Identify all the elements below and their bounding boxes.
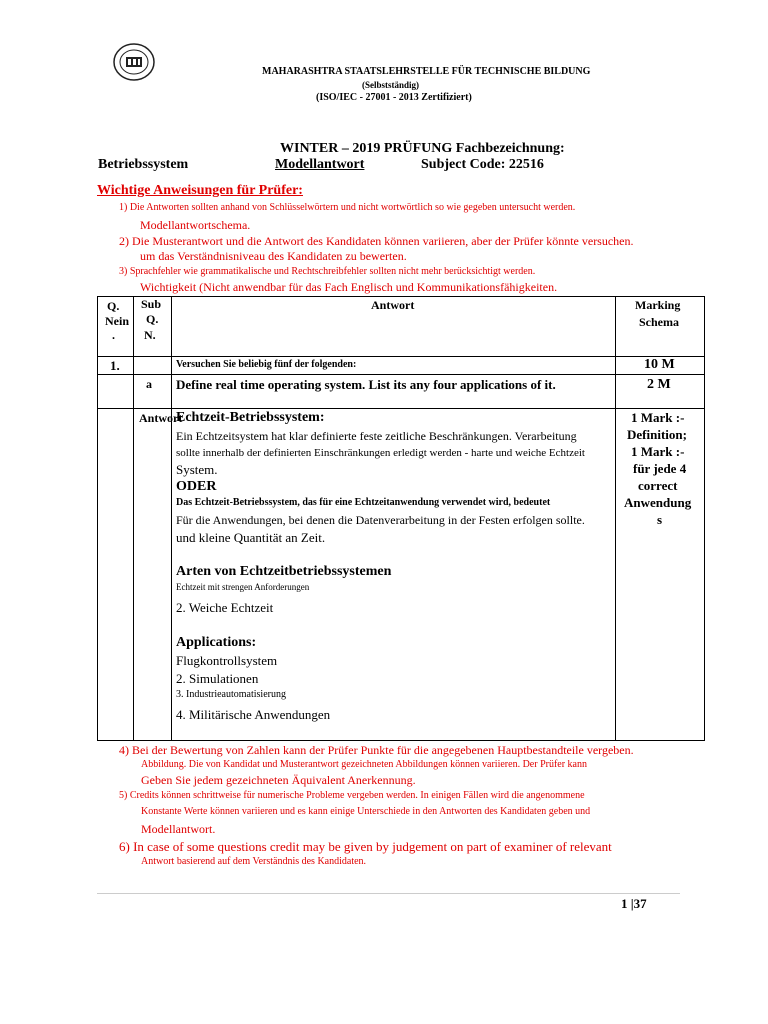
- subject-code: Subject Code: 22516: [421, 157, 544, 172]
- instructions-heading: Wichtige Anweisungen für Prüfer:: [97, 183, 303, 198]
- marking-line-4: für jede 4: [633, 461, 687, 476]
- instruction-2-line1: 2) Die Musterantwort und die Antwort des Kandidaten können variieren, aber der Prüfer könnte versuchen.: [119, 234, 634, 248]
- note-4-line3: Geben Sie jedem gezeichneten Äquivalent Anerkennung.: [141, 773, 416, 787]
- answer-def-line2: sollte innerhalb der definierten Einschränkungen erledigt werden - harte und weiche Echtzeit: [176, 447, 585, 459]
- answer-alt-line2: Für die Anwendungen, bei denen die Datenverarbeitung in der Festen erfolgen sollte.: [176, 513, 585, 527]
- marking-line-1: 1 Mark :-: [631, 410, 685, 425]
- marking-line-6: Anwendung: [624, 495, 692, 510]
- subquestion-label: a: [146, 377, 152, 391]
- col-dot-label: .: [112, 328, 115, 342]
- exam-title: WINTER – 2019 PRÜFUNG Fachbezeichnung:: [280, 141, 565, 156]
- model-answer-label: Modellantwort: [275, 157, 365, 172]
- col-subn-label: N.: [144, 328, 156, 342]
- answer-applications-heading: Applications:: [176, 635, 257, 650]
- col-nein-label: Nein: [105, 314, 129, 328]
- col-answer-label: Antwort: [371, 298, 415, 312]
- answer-alt-line3: und kleine Quantität an Zeit.: [176, 530, 326, 545]
- institution-status: (Selbstständig): [362, 80, 420, 90]
- answer-type-2: 2. Weiche Echtzeit: [176, 600, 274, 615]
- question-number: 1.: [110, 358, 120, 373]
- answer-def-line3: System.: [176, 462, 218, 477]
- answer-application-2: 2. Simulationen: [176, 671, 259, 686]
- marking-line-5: correct: [638, 478, 678, 493]
- col-sub-label: Sub: [141, 297, 162, 311]
- marking-line-2: Definition;: [627, 427, 687, 442]
- institution-logo: [112, 42, 156, 82]
- answer-type-1: Echtzeit mit strengen Anforderungen: [176, 582, 310, 592]
- instruction-1-line2: Modellantwortschema.: [140, 218, 251, 232]
- instruction-1-line1: 1) Die Antworten sollten anhand von Schlüsselwörtern und nicht wortwörtlich so wie gegeben untersucht werden.: [119, 202, 576, 213]
- answer-def-line1: Ein Echtzeitsystem hat klar definierte feste zeitliche Beschränkungen. Verarbeitung: [176, 429, 577, 443]
- col-marking-label: Marking: [635, 298, 681, 312]
- instruction-3-line1: 3) Sprachfehler wie grammatikalische und Rechtschreibfehler sollten nicht mehr berücksichtigt werden.: [119, 266, 536, 277]
- footer-divider: [97, 893, 680, 894]
- answer-heading-definition: Echtzeit-Betriebssystem:: [176, 410, 325, 425]
- answer-oder: ODER: [176, 479, 217, 494]
- institution-name: MAHARASHTRA STAATSLEHRSTELLE FÜR TECHNISCHE BILDUNG: [262, 66, 591, 77]
- col-q-label: Q.: [107, 299, 120, 313]
- answer-label: Antwort: [139, 411, 183, 425]
- col-schema-label: Schema: [639, 315, 679, 329]
- note-5-line3: Modellantwort.: [141, 822, 216, 836]
- subquestion-text: Define real time operating system. List its any four applications of it.: [176, 377, 556, 392]
- note-5-line1: 5) Credits können schrittweise für numerische Probleme vergeben werden. In einigen Fällen wird die angenommene: [119, 790, 585, 801]
- col-subq-label: Q.: [146, 312, 159, 326]
- note-4-line2: Abbildung. Die von Kandidat und Musterantwort gezeichneten Abbildungen können variieren. Der Prüfer kann: [141, 759, 587, 770]
- note-5-line2: Konstante Werte können variieren und es kann einige Unterschiede in den Antworten des Kandidaten geben und: [141, 806, 591, 817]
- answer-application-3: 3. Industrieautomatisierung: [176, 689, 286, 700]
- note-6-line1: 6) In case of some questions credit may be given by judgement on part of examiner of relevant: [119, 839, 612, 854]
- instruction-2-line2: um das Verständnisniveau des Kandidaten zu bewerten.: [140, 249, 407, 263]
- answer-application-4: 4. Militärische Anwendungen: [176, 707, 331, 722]
- answer-types-heading: Arten von Echtzeitbetriebssystemen: [176, 564, 392, 579]
- question-instruction: Versuchen Sie beliebig fünf der folgenden:: [176, 359, 357, 370]
- answer-alt-line1: Das Echtzeit-Betriebssystem, das für eine Echtzeitanwendung verwendet wird, bedeutet: [176, 497, 551, 508]
- instruction-3-line2: Wichtigkeit (Nicht anwendbar für das Fach Englisch und Kommunikationsfähigkeiten.: [140, 280, 558, 294]
- institution-certification: (ISO/IEC - 27001 - 2013 Zertifiziert): [316, 92, 472, 103]
- marking-line-3: 1 Mark :-: [631, 444, 685, 459]
- subject-name: Betriebssystem: [98, 157, 189, 172]
- page-number: 1 |37: [621, 896, 647, 911]
- note-6-line2: Antwort basierend auf dem Verständnis des Kandidaten.: [141, 856, 367, 867]
- answer-application-1: Flugkontrollsystem: [176, 653, 278, 668]
- subquestion-marks: 2 M: [647, 377, 671, 392]
- note-4-line1: 4) Bei der Bewertung von Zahlen kann der Prüfer Punkte für die angegebenen Hauptbestandteile vergeben.: [119, 743, 634, 757]
- question-marks: 10 M: [644, 357, 675, 372]
- marking-line-7: s: [657, 512, 663, 527]
